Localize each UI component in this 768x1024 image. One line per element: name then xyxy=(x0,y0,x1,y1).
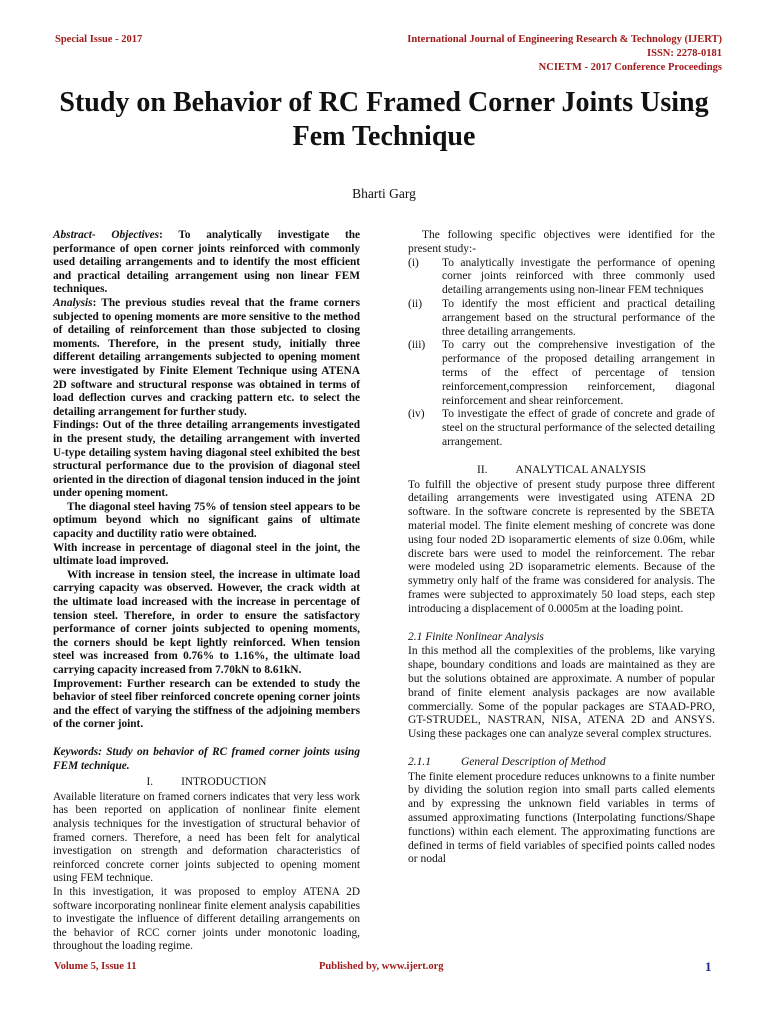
abstract-label: Abstract- Objectives xyxy=(53,229,160,241)
abstract-diagonal-increase: With increase in percentage of diagonal steel in the joint, the ultimate load improved. xyxy=(53,541,360,568)
footer-publisher: Published by, www.ijert.org xyxy=(319,961,444,972)
intro-paragraph-1: Available literature on framed corners indicates that very less work has been reported on application of nonlinear finite element analysis techniques for the investigation of structural behavior of framed corners. Therefore, a need has been felt for analytical investigation on strength and deformation characteristics of reinforced concrete corner joints subjected to opening moment using FEM technique. xyxy=(53,790,360,885)
left-column xyxy=(53,229,360,954)
abstract-improvement: Improvement: Further research can be extended to study the behavior of steel fiber reinforced concrete opening corner joints and the effect of varying the stiffness of the adjoining members of the corner joint. xyxy=(53,677,360,731)
objective-item xyxy=(408,408,715,449)
abstract-diagonal-steel: The diagonal steel having 75% of tension steel appears to be optimum beyond which no significant gains of ultimate capacity and ductility ratio were obtained. xyxy=(53,500,360,541)
objective-item xyxy=(408,298,715,339)
right-column xyxy=(408,229,715,867)
objective-number: (ii) xyxy=(408,297,423,310)
section-heading-analytical xyxy=(408,464,715,478)
section-heading-introduction xyxy=(53,776,360,790)
header-journal: International Journal of Engineering Research & Technology (IJERT) xyxy=(407,34,722,45)
footer-volume: Volume 5, Issue 11 xyxy=(54,961,137,972)
objective-number: (iv) xyxy=(408,408,425,421)
objectives-intro: The following specific objectives were identified for the present study:- xyxy=(408,229,715,255)
page-number: 1 xyxy=(705,959,712,974)
abstract-findings: Findings: Out of the three detailing arrangements investigated in the present study, the detailing arrangement with inverted U-type detailing system having diagonal steel exhibited the best structural performance due to the provision of diagonal steel oriented in the direction of diagonal tension induced in the joint under opening moment. xyxy=(53,419,360,500)
analytical-paragraph: To fulfill the objective of present study purpose three different detailing arrangements were investigated using ATENA 2D software. In the software concrete is represented by the SBETA material model. The finite element meshing of concrete was done using four noded 2D isoparamertic elements of size 0.06m, while discrete bars were used to model the reinforcement. The rebar were modeled using 2D isoparametric elements. Because of the symmetry only half of the frame was considered for analysis. The frames were subjected to approximately 50 load steps, each step introducing a displacement of 0.0005m at the loading point. xyxy=(408,478,715,615)
abstract-objectives xyxy=(53,229,360,297)
keywords: Keywords: Study on behavior of RC framed corner joints using FEM technique. xyxy=(53,745,360,772)
header-journal-block xyxy=(407,33,722,75)
objective-number: (iii) xyxy=(408,339,426,352)
header-issn: ISSN: 2278-0181 xyxy=(647,48,722,59)
objective-text: To carry out the comprehensive investigation of the performance of the proposed detailing arrangement in terms of the effect of percentage of tension reinforcement,compression reinforcement, diagonal reinforcement and shear reinforcement. xyxy=(442,339,715,407)
objective-text: To identify the most efficient and practical detailing arrangement based on the structural performance of the three detailing arrangements. xyxy=(442,297,715,338)
abstract-tension-increase: With increase in tension steel, the increase in ultimate load carrying capacity was observed. However, the crack width at the ultimate load increased with the increase in percentage of tension steel. Therefore, in order to ensure the satisfactory performance of corner joints subjected to opening moments, the corners should be kept lightly reinforced. When tension steel was increased from 0.76% to 1.16%, the ultimate load carrying capacity increased from 7.70kN to 8.61kN. xyxy=(53,568,360,676)
objective-item xyxy=(408,257,715,298)
analysis-label: Analysis xyxy=(53,296,93,309)
analysis-text: : The previous studies reveal that the frame corners subjected to opening moments are more sensitive to the method of detailing of reinforcement than those subjected to closing moments. Therefore, in the present study, initially three different detailing arrangements subjected to opening moment were investigated by Finite Element Technique using ATENA 2D software and structural response was obtained in terms of load deflection curves and cracking pattern etc. to select the detailing arrangement for further study. xyxy=(53,296,360,418)
section-title: ANALYTICAL ANALYSIS xyxy=(515,463,647,476)
objective-text: To analytically investigate the performance of opening corner joints reinforced with three commonly used detailing arrangements using non-linear FEM techniques xyxy=(442,256,715,297)
objective-text: To investigate the effect of grade of concrete and grade of steel on the structural performance of the selected detailing arrangement. xyxy=(442,408,715,448)
author-name: Bharti Garg xyxy=(352,186,416,201)
method-description-paragraph: The finite element procedure reduces unknowns to a finite number by dividing the solution region into small parts called elements and by expressing the unknown field variables in terms of assumed approximating functions (Interpolating functions/Shape functions) within each element. The approximating functions are defined in terms of field variables of specified points called nodes or nodal xyxy=(408,770,715,866)
nonlinear-analysis-paragraph: In this method all the complexities of the problems, like varying shape, boundary conditions and loads are maintained as they are but the solutions obtained are approximate. A number of popular brand of finite element analysis packages are now available commercially. Some of the popular packages are STAAD-PRO, GT-STRUDEL, NASTRAN, NISA, ATENA 2D and ANSYS. Using these packages one can analyze several complex structures. xyxy=(408,645,715,741)
subsection-heading-2-1: 2.1 Finite Nonlinear Analysis xyxy=(408,630,544,643)
subsection-heading-2-1-1 xyxy=(408,756,715,770)
objective-number: (i) xyxy=(408,256,419,269)
header-conference: NCIETM - 2017 Conference Proceedings xyxy=(538,62,722,73)
abstract-text: : To analytically investigate the performance of open corner joints reinforced with commonly used detailing arrangements and to identify the most efficient and practical detailing arrangement using non linear FEM techniques. xyxy=(53,229,360,296)
section-title: INTRODUCTION xyxy=(181,776,267,789)
paper-title: Study on Behavior of RC Framed Corner Joints Using Fem Technique xyxy=(59,87,709,152)
section-number: II. xyxy=(476,463,488,476)
header-issue: Special Issue - 2017 xyxy=(55,34,143,45)
subsection-title: General Description of Method xyxy=(461,755,606,768)
subsection-number: 2.1.1 xyxy=(408,755,431,768)
objective-item xyxy=(408,339,715,408)
abstract-analysis xyxy=(53,297,360,419)
section-number: I. xyxy=(146,776,154,789)
intro-paragraph-2: In this investigation, it was proposed to employ ATENA 2D software incorporating nonlinear finite element analysis capabilities to investigate the influence of different detailing arrangements on the behavior of RCC corner joints under monotonic loading, throughout the loading regime. xyxy=(53,885,360,953)
